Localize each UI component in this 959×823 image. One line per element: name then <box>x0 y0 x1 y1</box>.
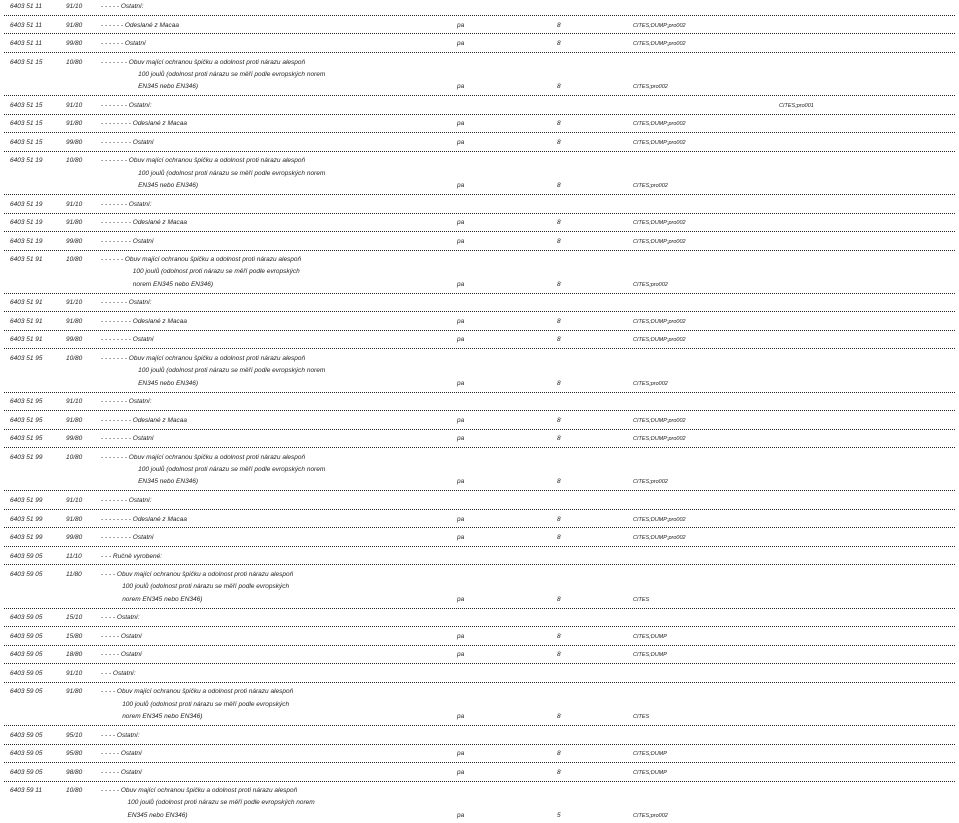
unit: pa <box>457 478 465 486</box>
commodity-code: 6403 51 11 <box>10 21 43 29</box>
unit: pa <box>457 83 465 91</box>
commodity-code: 6403 59 05 <box>10 731 43 739</box>
row-separator <box>4 490 955 491</box>
description-line: - - - - - Ostatní <box>101 632 142 640</box>
quantity: 8 <box>557 336 561 344</box>
commodity-code: 6403 51 91 <box>10 317 43 325</box>
table-row <box>0 354 959 391</box>
row-separator <box>4 231 955 232</box>
description-line: norem EN345 nebo EN346) <box>132 280 214 288</box>
table-row <box>0 101 959 113</box>
row-separator <box>4 509 955 510</box>
sub-code: 10/80 <box>66 787 83 795</box>
commodity-code: 6403 51 99 <box>10 515 43 523</box>
table-row <box>0 515 959 527</box>
quantity: 8 <box>557 280 561 288</box>
commodity-code: 6403 51 91 <box>10 256 43 264</box>
table-row <box>0 632 959 644</box>
description-line: - - - - - - Ostatní <box>101 40 146 47</box>
cites-codes: CITES;DUMP <box>633 751 667 758</box>
table-row <box>0 39 959 51</box>
quantity: 8 <box>557 515 561 523</box>
quantity: 8 <box>557 317 561 325</box>
commodity-code: 6403 59 05 <box>10 688 43 696</box>
commodity-code: 6403 59 05 <box>10 768 43 776</box>
quantity: 8 <box>557 182 561 190</box>
row-separator <box>4 52 955 53</box>
unit: pa <box>457 280 465 288</box>
quantity: 8 <box>557 40 561 47</box>
description-line: - - - - Obuv mající ochranou špičku a odolnost proti nárazu alespoň <box>101 688 294 696</box>
table-row <box>0 2 959 14</box>
table-row <box>0 335 959 347</box>
sub-code: 99/80 <box>66 336 83 344</box>
description-line: - - - - - - - - Ostatní <box>101 237 154 245</box>
cites-codes: CITES;DUMP;pro002 <box>633 238 686 245</box>
quantity: 8 <box>557 83 561 91</box>
commodity-code: 6403 59 05 <box>10 632 43 640</box>
cites-codes: CITES;DUMP;pro002 <box>633 121 686 128</box>
commodity-code: 6403 59 05 <box>10 552 43 560</box>
row-separator <box>4 15 955 16</box>
unit: pa <box>457 750 465 758</box>
description-line: - - - - - - Obuv mající ochranou špičku a odolnost proti nárazu alespoň <box>101 256 302 264</box>
description-line: - - - Ostatní: <box>101 669 136 677</box>
unit: pa <box>457 811 465 819</box>
cites-codes-far: CITES;pro001 <box>779 102 814 109</box>
row-separator <box>4 348 955 349</box>
row-separator <box>4 194 955 195</box>
cites-codes: CITES;DUMP;pro002 <box>633 436 686 443</box>
sub-code: 91/10 <box>66 101 83 109</box>
description-line: - - - - - - - - Odeslané z Macaa <box>101 120 187 128</box>
cites-codes: CITES;pro002 <box>633 479 668 486</box>
description-line: - - - - - - - Obuv mající ochranou špičku a odolnost proti nárazu alespoň <box>101 157 306 165</box>
cites-codes: CITES;DUMP <box>633 769 667 776</box>
row-separator <box>4 781 955 782</box>
unit: pa <box>457 21 465 29</box>
description-line: EN345 nebo EN346) <box>138 182 199 190</box>
description-line: norem EN345 nebo EN346) <box>122 595 203 603</box>
quantity: 8 <box>557 219 561 227</box>
cites-codes: CITES;pro002 <box>633 380 668 387</box>
table-row <box>0 21 959 33</box>
description-line: - - - - - - - Obuv mající ochranou špičku a odolnost proti nárazu alespoň <box>101 453 306 461</box>
quantity: 8 <box>557 435 561 443</box>
table-row <box>0 138 959 150</box>
commodity-code: 6403 51 19 <box>10 237 43 245</box>
description-line: - - - - - - - - Ostatní <box>101 336 154 344</box>
unit: pa <box>457 120 465 128</box>
description-line: - - - - - - - - Ostatní <box>101 435 154 443</box>
table-row <box>0 255 959 292</box>
sub-code: 11/80 <box>66 571 82 578</box>
sub-code: 10/80 <box>66 58 83 66</box>
commodity-code: 6403 51 95 <box>10 354 43 362</box>
cites-codes: CITES;pro002 <box>633 183 668 190</box>
row-separator <box>4 546 955 547</box>
quantity: 8 <box>557 632 561 640</box>
unit: pa <box>457 379 465 387</box>
row-separator <box>4 429 955 430</box>
sub-code: 91/10 <box>66 3 83 10</box>
table-row <box>0 434 959 446</box>
table-row <box>0 397 959 409</box>
description-line: EN345 nebo EN346) <box>138 478 199 486</box>
unit: pa <box>457 237 465 245</box>
description-line: - - - - - - - Ostatní: <box>101 200 152 208</box>
sub-code: 91/80 <box>66 21 83 29</box>
quantity: 8 <box>557 768 561 776</box>
description-line: - - - - - Ostatní <box>101 768 142 776</box>
unit: pa <box>457 336 465 344</box>
row-separator <box>4 95 955 96</box>
description-line: EN345 nebo EN346) <box>138 379 199 387</box>
commodity-code: 6403 51 11 <box>10 40 43 47</box>
row-separator <box>4 213 955 214</box>
table-row <box>0 687 959 724</box>
table-row <box>0 570 959 607</box>
description-line: - - - - Ostatní: <box>101 731 140 739</box>
description-line: - - - - - - Odeslané z Macaa <box>101 21 180 29</box>
commodity-code: 6403 51 11 <box>10 3 43 10</box>
row-separator <box>4 114 955 115</box>
table-row <box>0 317 959 329</box>
unit: pa <box>457 713 465 721</box>
cites-codes: CITES;DUMP;pro002 <box>633 535 686 541</box>
cites-codes: CITES;DUMP <box>633 633 667 640</box>
description-line: EN345 nebo EN346) <box>138 83 199 91</box>
description-line: - - - - - - - Ostatní: <box>101 398 152 406</box>
row-separator <box>4 663 955 664</box>
description-line: - - - - - Ostatní: <box>101 3 144 10</box>
quantity: 8 <box>557 478 561 486</box>
table-row <box>0 237 959 249</box>
description-line: - - - Ručně vyrobené: <box>101 552 163 560</box>
quantity: 8 <box>557 138 561 146</box>
unit: pa <box>457 632 465 640</box>
commodity-code: 6403 59 05 <box>10 750 43 758</box>
sub-code: 10/80 <box>66 354 83 362</box>
commodity-code: 6403 51 19 <box>10 219 43 227</box>
commodity-code: 6403 51 19 <box>10 200 43 208</box>
quantity: 8 <box>557 21 561 29</box>
sub-code: 15/10 <box>66 614 83 622</box>
row-separator <box>4 564 955 565</box>
row-separator <box>4 151 955 152</box>
row-separator <box>4 330 955 331</box>
commodity-code: 6403 59 05 <box>10 614 43 622</box>
sub-code: 91/10 <box>66 669 83 677</box>
commodity-code: 6403 51 99 <box>10 534 43 541</box>
commodity-code: 6403 59 05 <box>10 651 43 659</box>
table-row <box>0 731 959 743</box>
cites-codes: CITES;DUMP;pro002 <box>633 337 686 344</box>
table-row <box>0 650 959 662</box>
sub-code: 10/80 <box>66 256 83 264</box>
cites-codes: CITES;DUMP;pro002 <box>633 220 686 227</box>
sub-code: 95/10 <box>66 731 83 739</box>
commodity-code: 6403 51 15 <box>10 138 43 146</box>
row-separator <box>4 392 955 393</box>
description-line: - - - - - - - - Ostatní <box>101 534 154 541</box>
sub-code: 15/80 <box>66 632 83 640</box>
description-line: - - - - - - - Ostatní: <box>101 299 152 307</box>
unit: pa <box>457 515 465 523</box>
table-row <box>0 669 959 681</box>
quantity: 8 <box>557 651 561 659</box>
commodity-code: 6403 51 15 <box>10 101 43 109</box>
cites-codes: CITES <box>633 596 650 603</box>
unit: pa <box>457 651 465 659</box>
sub-code: 91/80 <box>66 219 83 227</box>
row-separator <box>4 744 955 745</box>
cites-codes: CITES;DUMP;pro002 <box>633 22 686 29</box>
description-line: norem EN345 nebo EN346) <box>122 713 203 721</box>
commodity-code: 6403 59 05 <box>10 669 43 677</box>
quantity: 8 <box>557 379 561 387</box>
cites-codes: CITES;pro002 <box>633 812 668 819</box>
table-row <box>0 552 959 564</box>
description-line: 100 joulů (odolnost proti nárazu se měří podle evropských norem <box>138 169 326 177</box>
row-separator <box>4 132 955 133</box>
table-row <box>0 768 959 780</box>
cites-codes: CITES;pro002 <box>633 281 668 288</box>
unit: pa <box>457 182 465 190</box>
unit: pa <box>457 595 465 603</box>
sub-code: 91/80 <box>66 317 83 325</box>
sub-code: 99/80 <box>66 40 83 47</box>
cites-codes: CITES;DUMP;pro002 <box>633 417 686 424</box>
description-line: - - - - - Obuv mající ochranou špičku a odolnost proti nárazu alespoň <box>101 787 298 795</box>
quantity: 8 <box>557 237 561 245</box>
commodity-code: 6403 59 05 <box>10 571 43 578</box>
quantity: 8 <box>557 534 561 541</box>
row-separator <box>4 725 955 726</box>
unit: pa <box>457 768 465 776</box>
commodity-code: 6403 51 91 <box>10 336 43 344</box>
commodity-code: 6403 51 19 <box>10 157 43 165</box>
row-separator <box>4 626 955 627</box>
sub-code: 11/10 <box>66 552 82 560</box>
table-row <box>0 200 959 212</box>
cites-codes: CITES;pro002 <box>633 84 668 91</box>
sub-code: 91/80 <box>66 688 83 696</box>
row-separator <box>4 250 955 251</box>
sub-code: 18/80 <box>66 651 83 659</box>
commodity-code: 6403 51 15 <box>10 120 43 128</box>
cites-codes: CITES;DUMP <box>633 652 667 659</box>
sub-code: 91/10 <box>66 398 83 406</box>
table-row <box>0 453 959 490</box>
unit: pa <box>457 219 465 227</box>
table-row <box>0 786 959 823</box>
description-line: - - - - - - - Obuv mající ochranou špičku a odolnost proti nárazu alespoň <box>101 354 306 362</box>
description-line: - - - - - - - - Odeslané z Macaa <box>101 416 187 424</box>
table-row <box>0 119 959 131</box>
commodity-code: 6403 51 99 <box>10 497 43 504</box>
description-line: - - - - - - - - Odeslané z Macaa <box>101 515 187 523</box>
description-line: - - - - - - - Obuv mající ochranou špičku a odolnost proti nárazu alespoň <box>101 58 306 66</box>
sub-code: 91/80 <box>66 416 83 424</box>
row-separator <box>4 33 955 34</box>
description-line: 100 joulů (odolnost proti nárazu se měří podle evropských norem <box>138 466 326 474</box>
sub-code: 98/80 <box>66 768 83 776</box>
commodity-code: 6403 51 99 <box>10 453 43 461</box>
description-line: - - - - - - - - Ostatní <box>101 138 154 146</box>
description-line: - - - - Ostatní: <box>101 614 140 622</box>
commodity-code: 6403 51 95 <box>10 435 43 443</box>
sub-code: 91/80 <box>66 120 83 128</box>
description-line: 100 joulů (odolnost proti nárazu se měří podle evropských <box>132 268 300 276</box>
row-separator <box>4 447 955 448</box>
description-line: - - - - - - - Ostatní: <box>101 101 152 109</box>
row-separator <box>4 311 955 312</box>
row-separator <box>4 608 955 609</box>
table-row <box>0 58 959 95</box>
unit: pa <box>457 317 465 325</box>
cites-codes: CITES;DUMP;pro002 <box>633 516 686 523</box>
description-line: 100 joulů (odolnost proti nárazu se měří podle evropských <box>122 700 290 708</box>
table-row <box>0 156 959 193</box>
description-line: 100 joulů (odolnost proti nárazu se měří podle evropských norem <box>138 70 326 78</box>
unit: pa <box>457 416 465 424</box>
sub-code: 99/80 <box>66 237 83 245</box>
sub-code: 99/80 <box>66 138 83 146</box>
cites-codes: CITES;DUMP;pro002 <box>633 318 686 325</box>
table-row <box>0 218 959 230</box>
sub-code: 91/10 <box>66 200 83 208</box>
cites-codes: CITES;DUMP;pro002 <box>633 41 686 47</box>
sub-code: 99/80 <box>66 534 83 541</box>
commodity-code: 6403 51 15 <box>10 58 43 66</box>
table-row <box>0 533 959 545</box>
row-separator <box>4 682 955 683</box>
row-separator <box>4 527 955 528</box>
unit: pa <box>457 138 465 146</box>
row-separator <box>4 645 955 646</box>
sub-code: 91/10 <box>66 299 83 307</box>
commodity-code: 6403 51 95 <box>10 398 43 406</box>
sub-code: 99/80 <box>66 435 83 443</box>
table-row <box>0 496 959 508</box>
table-row <box>0 613 959 625</box>
unit: pa <box>457 534 465 541</box>
unit: pa <box>457 435 465 443</box>
unit: pa <box>457 40 465 47</box>
table-row <box>0 416 959 428</box>
row-separator <box>4 762 955 763</box>
description-line: - - - - - Ostatní <box>101 750 142 758</box>
cites-codes: CITES;DUMP;pro002 <box>633 139 686 146</box>
description-line: 100 joulů (odolnost proti nárazu se měří podle evropských norem <box>138 367 326 375</box>
description-line: 100 joulů (odolnost proti nárazu se měří podle evropských <box>122 583 290 591</box>
sub-code: 91/10 <box>66 497 83 504</box>
cites-codes: CITES <box>633 714 650 721</box>
commodity-code: 6403 59 11 <box>10 787 43 795</box>
quantity: 8 <box>557 750 561 758</box>
description-line: 100 joulů (odolnost proti nárazu se měří podle evropských norem <box>127 799 315 807</box>
description-line: - - - - - - - Ostatní: <box>101 497 152 504</box>
description-line: - - - - - - - - Odeslané z Macaa <box>101 317 187 325</box>
quantity: 8 <box>557 416 561 424</box>
description-line: EN345 nebo EN346) <box>127 811 188 819</box>
description-line: - - - - - Ostatní <box>101 651 142 659</box>
table-row <box>0 298 959 310</box>
quantity: 5 <box>557 811 561 819</box>
quantity: 8 <box>557 595 561 603</box>
row-separator <box>4 293 955 294</box>
table-row <box>0 749 959 761</box>
sub-code: 10/80 <box>66 157 83 165</box>
sub-code: 95/80 <box>66 750 83 758</box>
sub-code: 10/80 <box>66 453 83 461</box>
description-line: - - - - Obuv mající ochranou špičku a odolnost proti nárazu alespoň <box>101 571 294 578</box>
sub-code: 91/80 <box>66 515 83 523</box>
commodity-code: 6403 51 95 <box>10 416 43 424</box>
quantity: 8 <box>557 713 561 721</box>
quantity: 8 <box>557 120 561 128</box>
row-separator <box>4 410 955 411</box>
commodity-code: 6403 51 91 <box>10 299 43 307</box>
description-line: - - - - - - - - Odeslané z Macaa <box>101 219 187 227</box>
